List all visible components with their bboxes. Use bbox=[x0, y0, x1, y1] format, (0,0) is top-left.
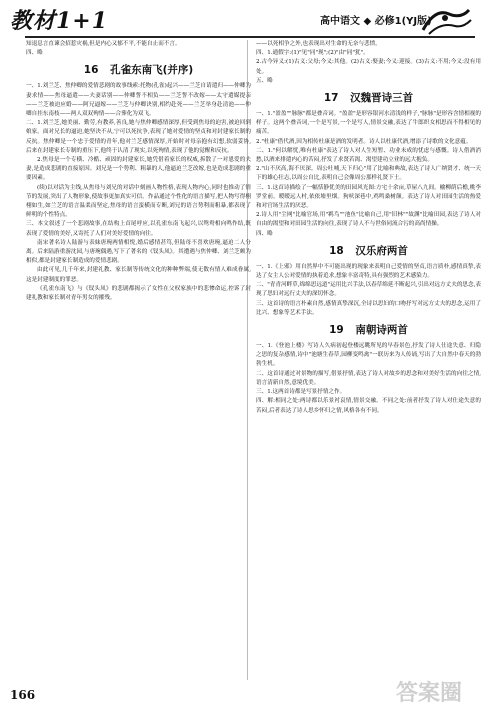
header-rule bbox=[25, 36, 475, 38]
section-number: 17 bbox=[323, 92, 339, 105]
answer-paragraph: 二、1.刘兰芝,她美丽、勤劳,有教养,善良,她与焦仲卿感情深厚,但受到焦母的迫害,被迫回到娘家。面对兄长的逼迫,她坚决不从,宁可以死抗争,表现了她对爱情的坚贞和对封建家长制的反抗。焦仲卿是一个忠于爱情的青年,他对兰芝感情深厚,开始时对母亲抱有幻想,软弱妥协,后来在封建家长专制的重压下,他终于认清了现实,以死殉情,表现了他的觉醒和反抗。 bbox=[26, 120, 251, 154]
section-heading-16 bbox=[26, 64, 251, 77]
answer-paragraph: 四、解:相同之处:两诗都以乐景衬哀情,情景交融。不同之处:前者抒发了诗人对仕途失意的苦闷,后者表达了诗人思乡怀归之情,风格各有不同。 bbox=[256, 398, 481, 414]
answer-paragraph: 一、1.刘兰芝、焦仲卿的爱情悲剧的故事线索:托物(孔雀)起兴——兰芝自请遣归——仲卿为妻求情——焦母逼遣——夫妻话别——仲卿誓不相负——兰芝誓不改嫁——太守遣媒提亲——兰芝被迫应婚——阿兄逼嫁——兰芝与仲卿诀别,相约赴死——兰芝举身赴清池——仲卿自挂东南枝——两人双双殉情——合葬化为双飞。 bbox=[26, 83, 251, 118]
right-column bbox=[256, 40, 481, 416]
section-number: 19 bbox=[329, 324, 344, 337]
answer-paragraph: 四、略 bbox=[256, 230, 273, 237]
answer-paragraph: 南宋著名诗人陆游与表妹唐琬两情相悦,婚后感情甚笃,但陆母不喜欢唐琬,逼迫二人分离。后来陆游重游沈园,与唐琬偶遇,写下了著名的《钗头凤》。其遭遇与焦仲卿、刘兰芝颇为相似,都是封建家长制造成的爱情悲剧。 bbox=[26, 239, 251, 265]
answer-paragraph: 三、这首诗的语言朴素自然,感情真挚深沉,全诗以思妇的口吻抒写对远方丈夫的思念,运用了比兴、想象等艺术手法。 bbox=[256, 300, 481, 316]
left-column bbox=[26, 40, 251, 303]
section-heading-19 bbox=[256, 324, 481, 337]
brand-logo-icon bbox=[415, 4, 475, 38]
answer-paragraph: 三、1.这两首诗都是写景抒情之作。 bbox=[256, 389, 346, 396]
section-title: 南朝诗两首 bbox=[355, 324, 408, 337]
answer-paragraph: 二、"青青河畔草,绵绵思远道"运用比兴手法,以春草绵延不断起兴,引出对远方丈夫的思念,表现了思妇对远行丈夫的深切怀念。 bbox=[256, 282, 481, 298]
section-title: 汉乐府两首 bbox=[355, 244, 408, 257]
answer-paragraph: 一、1."盈盈""脉脉"都是叠音词。"盈盈"是形容银河水清浅的样子,"脉脉"是形容含情相视的样子。这两个叠音词,一个是写景,一个是写人,情景交融,表达了牛郎织女相思而不得相见的痛苦。 bbox=[256, 111, 481, 136]
answer-paragraph: 2.焦母是一个专横、冷酷、顽固的封建家长,她凭借着家长的权威,拆散了一对恩爱的夫妻,是造成悲剧的直接原因。刘兄是一个势利、粗暴的人,他逼迫兰芝改嫁,也是造成悲剧的重要因素。 bbox=[26, 157, 251, 182]
subject-label: 高中语文 ◆ 必修1(YJ版) bbox=[320, 16, 432, 27]
section-title: 汉魏晋诗三首 bbox=[350, 92, 414, 105]
section-number: 16 bbox=[83, 64, 99, 77]
section-number: 18 bbox=[329, 244, 344, 257]
answer-paragraph: (续)以对话为主线,从焦母与刘兄的对话中刻画人物性格,表现人物内心,同时也推动了情节的发展,突出了人物形象,使故事更加真实可信。作品通过个性化的语言描写,把人物写得栩栩如生,如兰芝的语言温柔而坚定,焦母的语言蛮横而专断,刘兄的语言势利而粗暴,都表现了鲜明的个性特点。 bbox=[26, 184, 251, 219]
answer-paragraph: 二、1."何以解忧,唯有杜康"表达了诗人对人生短暂、功业未成的忧虑与感慨。诗人借酒消愁,以酒来排遣内心的苦闷,抒发了求贤若渴、渴望建功立业的远大抱负。 bbox=[256, 147, 481, 164]
intro-line: 四、略 bbox=[26, 50, 43, 57]
intro-line: 知退息言直谏会招惹灾祸,但是内心又郁不平,不能自止而不言。 bbox=[26, 41, 181, 47]
section-title: 孔雀东南飞(并序) bbox=[110, 64, 194, 77]
answer-paragraph: 一、1.《上邪》用自然界中不可能出现的现象来表明自己爱情的坚贞,语言质朴,感情真挚,表达了女主人公对爱情的执着追求,想象丰富奇特,具有强烈的艺术感染力。 bbox=[256, 263, 481, 280]
answer-paragraph: 二、这首诗通过对景物的描写,借景抒情,表达了诗人对故乡的思念和对美好生活的向往之情,语言清新自然,意境优美。 bbox=[256, 370, 481, 386]
page-number: 166 bbox=[10, 688, 36, 702]
answer-paragraph: 《孔雀东南飞》与《钗头凤》的悲剧都揭示了女性在父权家族中的悲惨命运,控诉了封建礼教和家长制对青年男女的摧残。 bbox=[26, 285, 251, 302]
watermark-text: 答案圈 bbox=[396, 681, 463, 706]
answer-paragraph: 三、1.这首诗描绘了一幅恬静优美的田园风光图:方宅十余亩,草屋八九间。榆柳荫后檐,桃李罗堂前。暧暧远人村,依依墟里烟。狗吠深巷中,鸡鸣桑树颠。表达了诗人对田园生活的热爱和对官场生活的厌恶。 bbox=[256, 184, 481, 210]
answer-paragraph: 三、本文叙述了一个悲剧故事,在结构上首尾呼应,以孔雀东南飞起兴,以鸳鸯相向鸣作结,既表现了爱情的美好,又寄托了人们对美好爱情的向往。 bbox=[26, 221, 251, 237]
brand-title: 教材1+1 bbox=[10, 8, 109, 34]
intro-line: 四、1.通假字:(1)"见"同"现";(2)"由"同"犹"。 bbox=[256, 50, 369, 57]
answer-paragraph: 2.诗人用"尘网"比喻官场,用"羁鸟""池鱼"比喻自己,用"旧林""故渊"比喻田园,表达了诗人对自由的渴望和对田园生活的向往,表现了诗人不与世俗同流合污的高尚情操。 bbox=[256, 212, 481, 228]
section-heading-18 bbox=[256, 245, 481, 258]
answer-paragraph: 一、1.《登池上楼》写诗人久病初起登楼远眺所见的早春景色,抒发了诗人仕途失意、归隐之思的复杂感情,诗中"池塘生春草,园柳变鸣禽"一联历来为人传诵,写出了大自然中春天的勃勃生机。 bbox=[256, 343, 481, 368]
intro-line: ——以死相争之外,也表现出对生命的无奈与悲愤。 bbox=[256, 41, 381, 47]
answer-paragraph: 2."山不厌高,海不厌深。周公吐哺,天下归心"用了比喻和典故,表达了诗人广纳贤才、统一天下的雄心壮志,以周公自比,表明自己会像周公那样礼贤下士。 bbox=[256, 166, 481, 182]
intro-line: 2.古今异义:(1)古义:父母;今义:其他。(2)古义:娶妻;今义:迎接。(3)古义:不用;今义:没有用处。 bbox=[256, 59, 481, 75]
intro-line: 五、略 bbox=[256, 77, 273, 84]
answer-paragraph: 2."杜康"借代酒,因为相传杜康是酒的发明者。诗人以杜康代酒,增添了诗歌的文化意蕴。 bbox=[256, 138, 472, 145]
watermark-logo bbox=[392, 674, 492, 710]
section-heading-17 bbox=[256, 92, 481, 105]
answer-paragraph: 由此可见,几千年来,封建礼教、家长制等传统文化的种种弊端,使无数有情人难成眷属,这是封建制度的罪恶。 bbox=[26, 267, 251, 283]
